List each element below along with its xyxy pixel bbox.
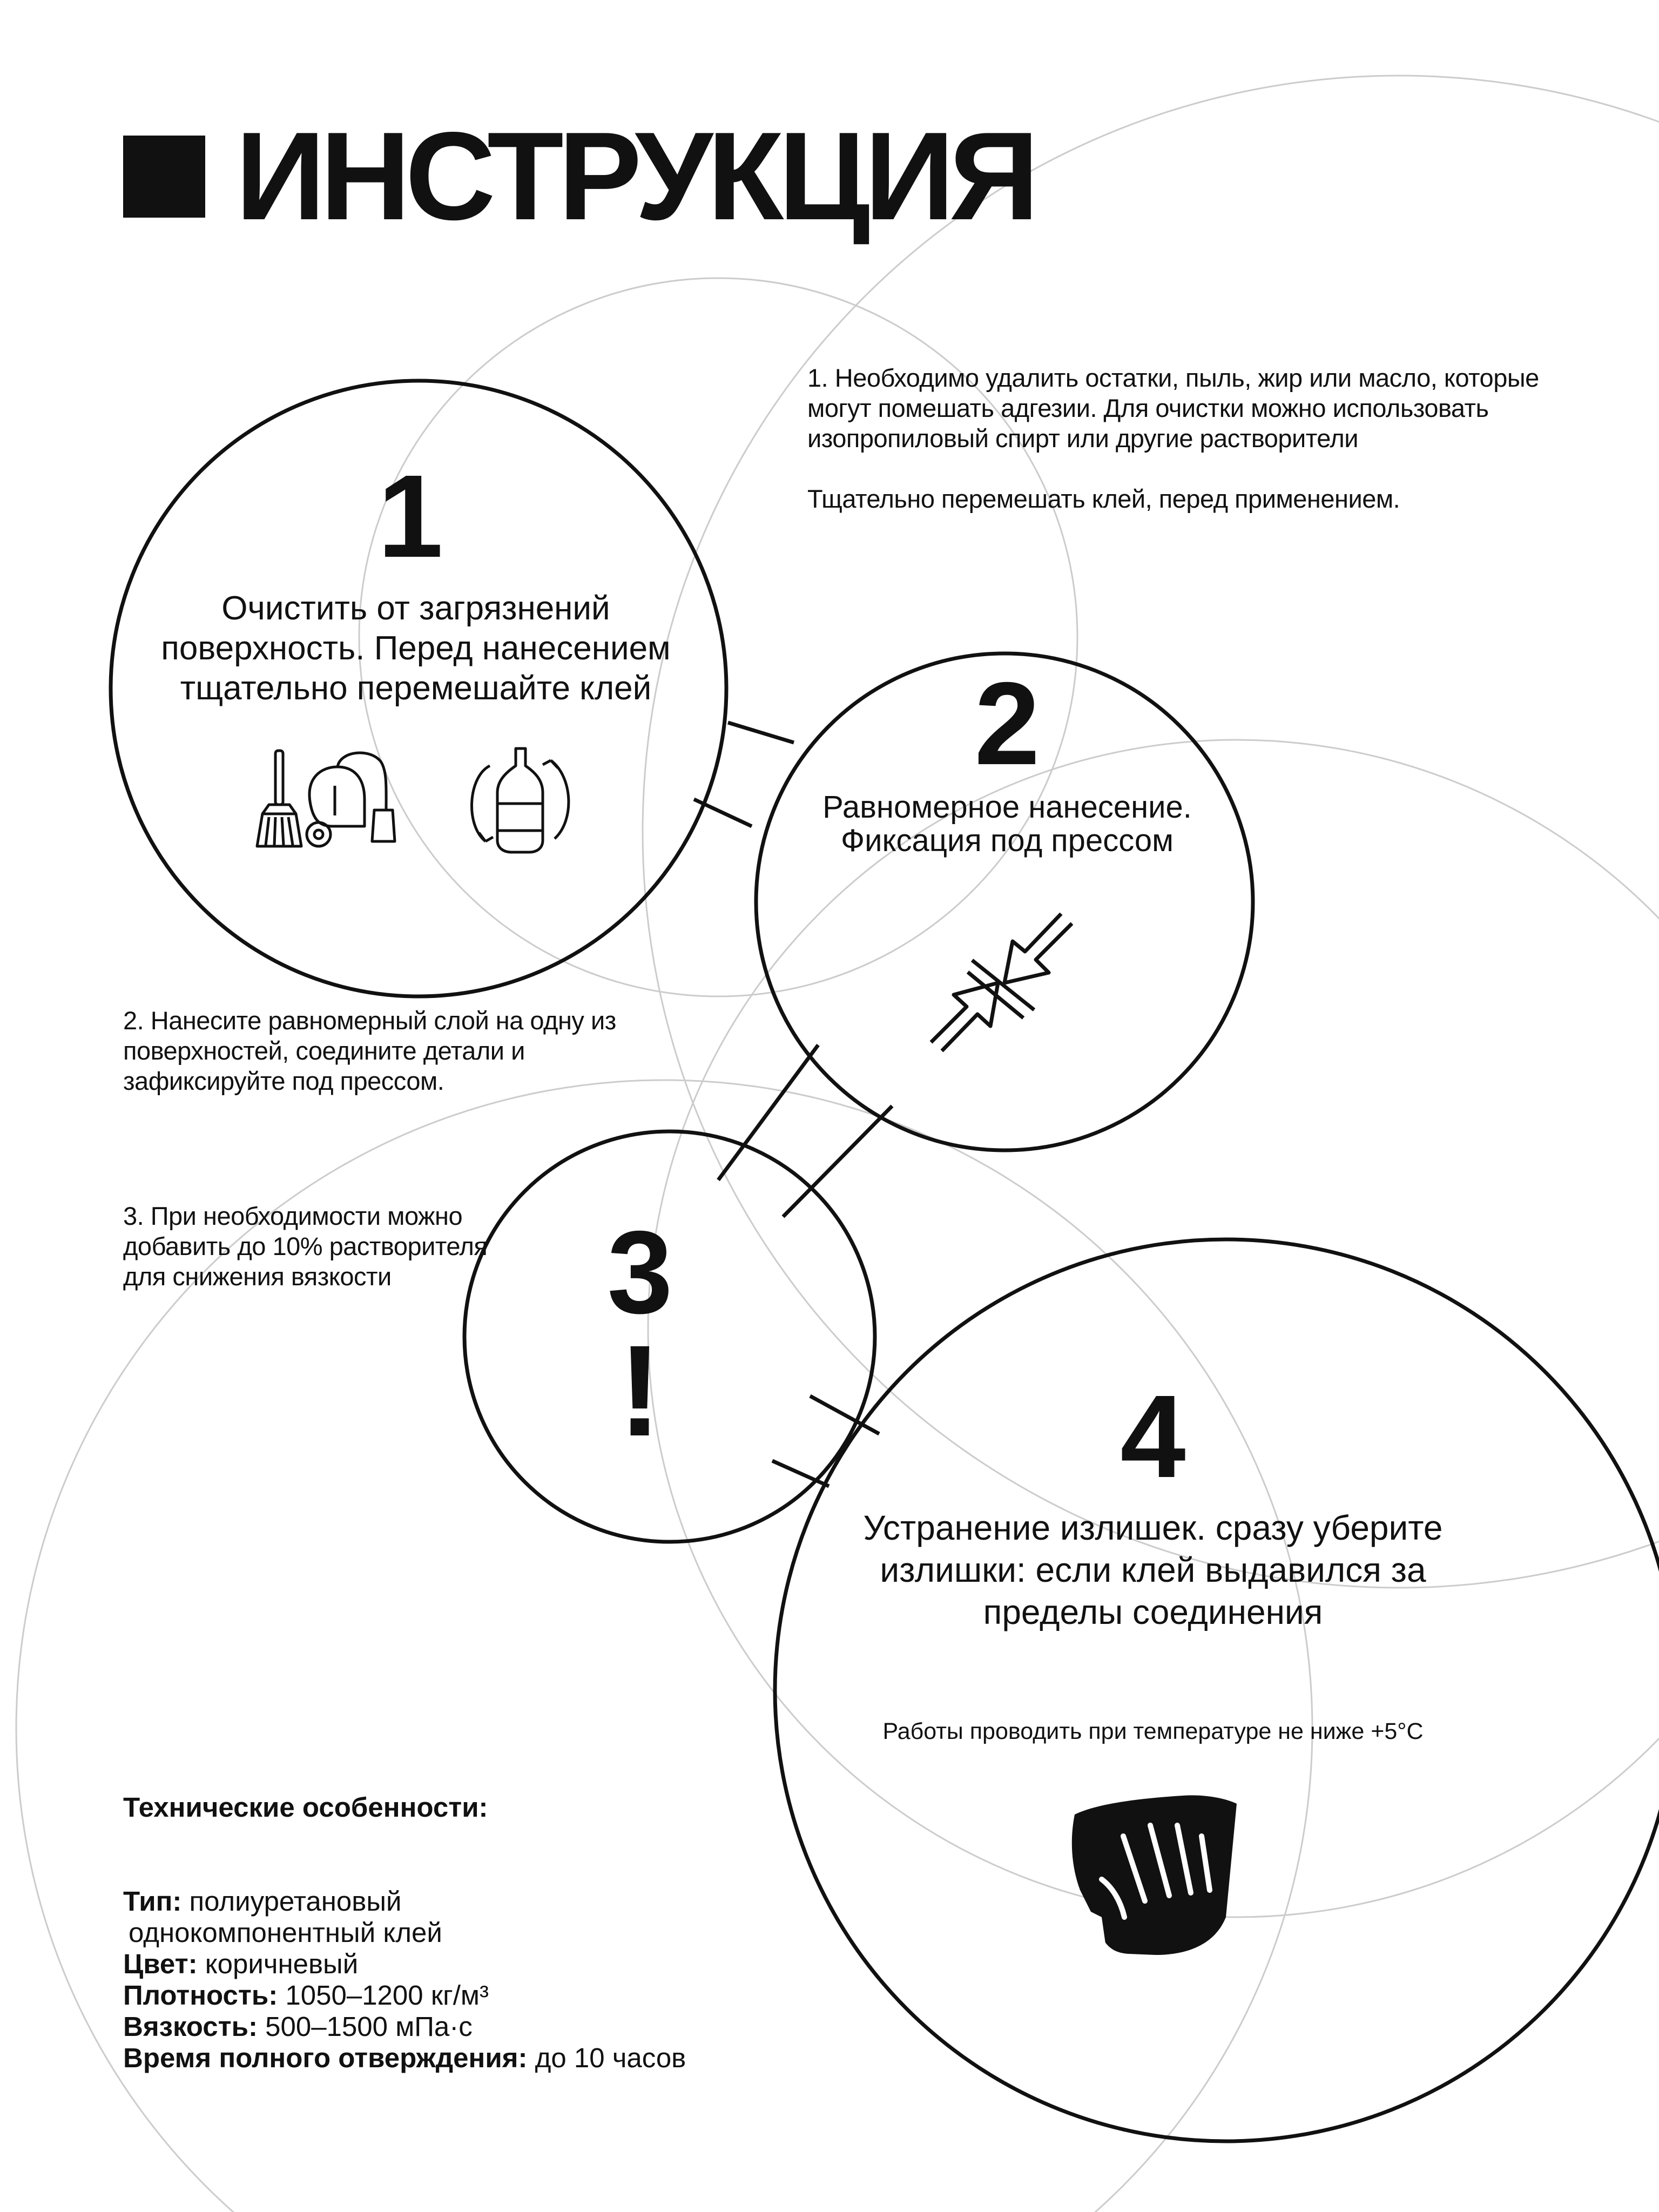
bottle-mixing-icon xyxy=(462,744,578,858)
step3-note xyxy=(123,1201,490,1292)
spec-type xyxy=(123,1886,825,1917)
step-4-text: Устранение излишек. сразу уберите излишки: если клей выдавился за пределы соединения xyxy=(863,1508,1443,1631)
title-square-icon xyxy=(123,136,205,218)
spec-density xyxy=(123,1980,825,2011)
spec-cure-time xyxy=(123,2042,825,2074)
step1-note-text: 1. Необходимо удалить остатки, пыль, жир или масло, которые могут помешать адгезии. Для очистки можно использовать изопропиловый спирт или другие растворители xyxy=(807,363,1539,453)
step-1-number: 1 xyxy=(377,451,443,582)
hand-wiping-cloth-icon xyxy=(1064,1793,1242,1966)
connector-2-3a xyxy=(718,1045,818,1180)
warning-exclamation-icon: ! xyxy=(618,1318,662,1463)
step-circle-4 xyxy=(775,1239,1659,2141)
spec-type-label: Тип: xyxy=(123,1886,182,1917)
temperature-note: Работы проводить при температуре не ниже +5°C xyxy=(882,1718,1424,1744)
step2-note-text: 2. Нанесите равномерный слой на одну из поверхностей, соедините детали и зафиксируйте под прессом. xyxy=(123,1006,616,1095)
spec-color-label: Цвет: xyxy=(123,1948,198,1979)
vacuum-cleaner-icon xyxy=(300,745,397,851)
step-2-number: 2 xyxy=(974,658,1040,790)
tech-heading: Технические особенности: xyxy=(123,1792,488,1823)
spec-type-value: полиуретановый xyxy=(189,1886,402,1917)
spec-type-value-2: однокомпонентный клей xyxy=(129,1917,442,1948)
step-1-text: Очистить от загрязнений поверхность. Перед нанесением тщательно перемешайте клей xyxy=(161,590,671,707)
connector-2-3b xyxy=(783,1106,892,1217)
step3-note-text: 3. При необходимости можно добавить до 10% растворителя для снижения вязкости xyxy=(123,1202,488,1291)
spec-cure-label: Время полного отверждения: xyxy=(123,2042,528,2073)
technical-specs xyxy=(123,1792,825,2074)
spec-color-value: коричневый xyxy=(205,1948,359,1979)
connector-1-2a xyxy=(728,723,794,743)
spec-cure-value: до 10 часов xyxy=(535,2042,686,2073)
spec-density-value: 1050–1200 кг/м³ xyxy=(285,1980,489,2011)
spec-viscosity xyxy=(123,2011,825,2042)
spec-density-label: Плотность: xyxy=(123,1980,278,2011)
spec-viscosity-label: Вязкость: xyxy=(123,2011,258,2042)
spec-viscosity-value: 500–1500 мПа·с xyxy=(265,2011,473,2042)
press-arrows-icon xyxy=(923,913,1080,1058)
title-text: ИНСТРУКЦИЯ xyxy=(235,106,1034,246)
step2-note xyxy=(123,1006,642,1096)
spec-type-continued xyxy=(123,1917,825,1948)
step-2-text: Равномерное нанесение. Фиксация под прессом xyxy=(822,790,1192,858)
step1-mix-note: Тщательно перемешать клей, перед применением. xyxy=(807,484,1400,513)
step1-note xyxy=(807,363,1574,514)
step-3-number: 3 xyxy=(607,1207,673,1338)
step-4-number: 4 xyxy=(1120,1371,1186,1502)
page-title xyxy=(123,106,1034,246)
spec-color xyxy=(123,1948,825,1980)
